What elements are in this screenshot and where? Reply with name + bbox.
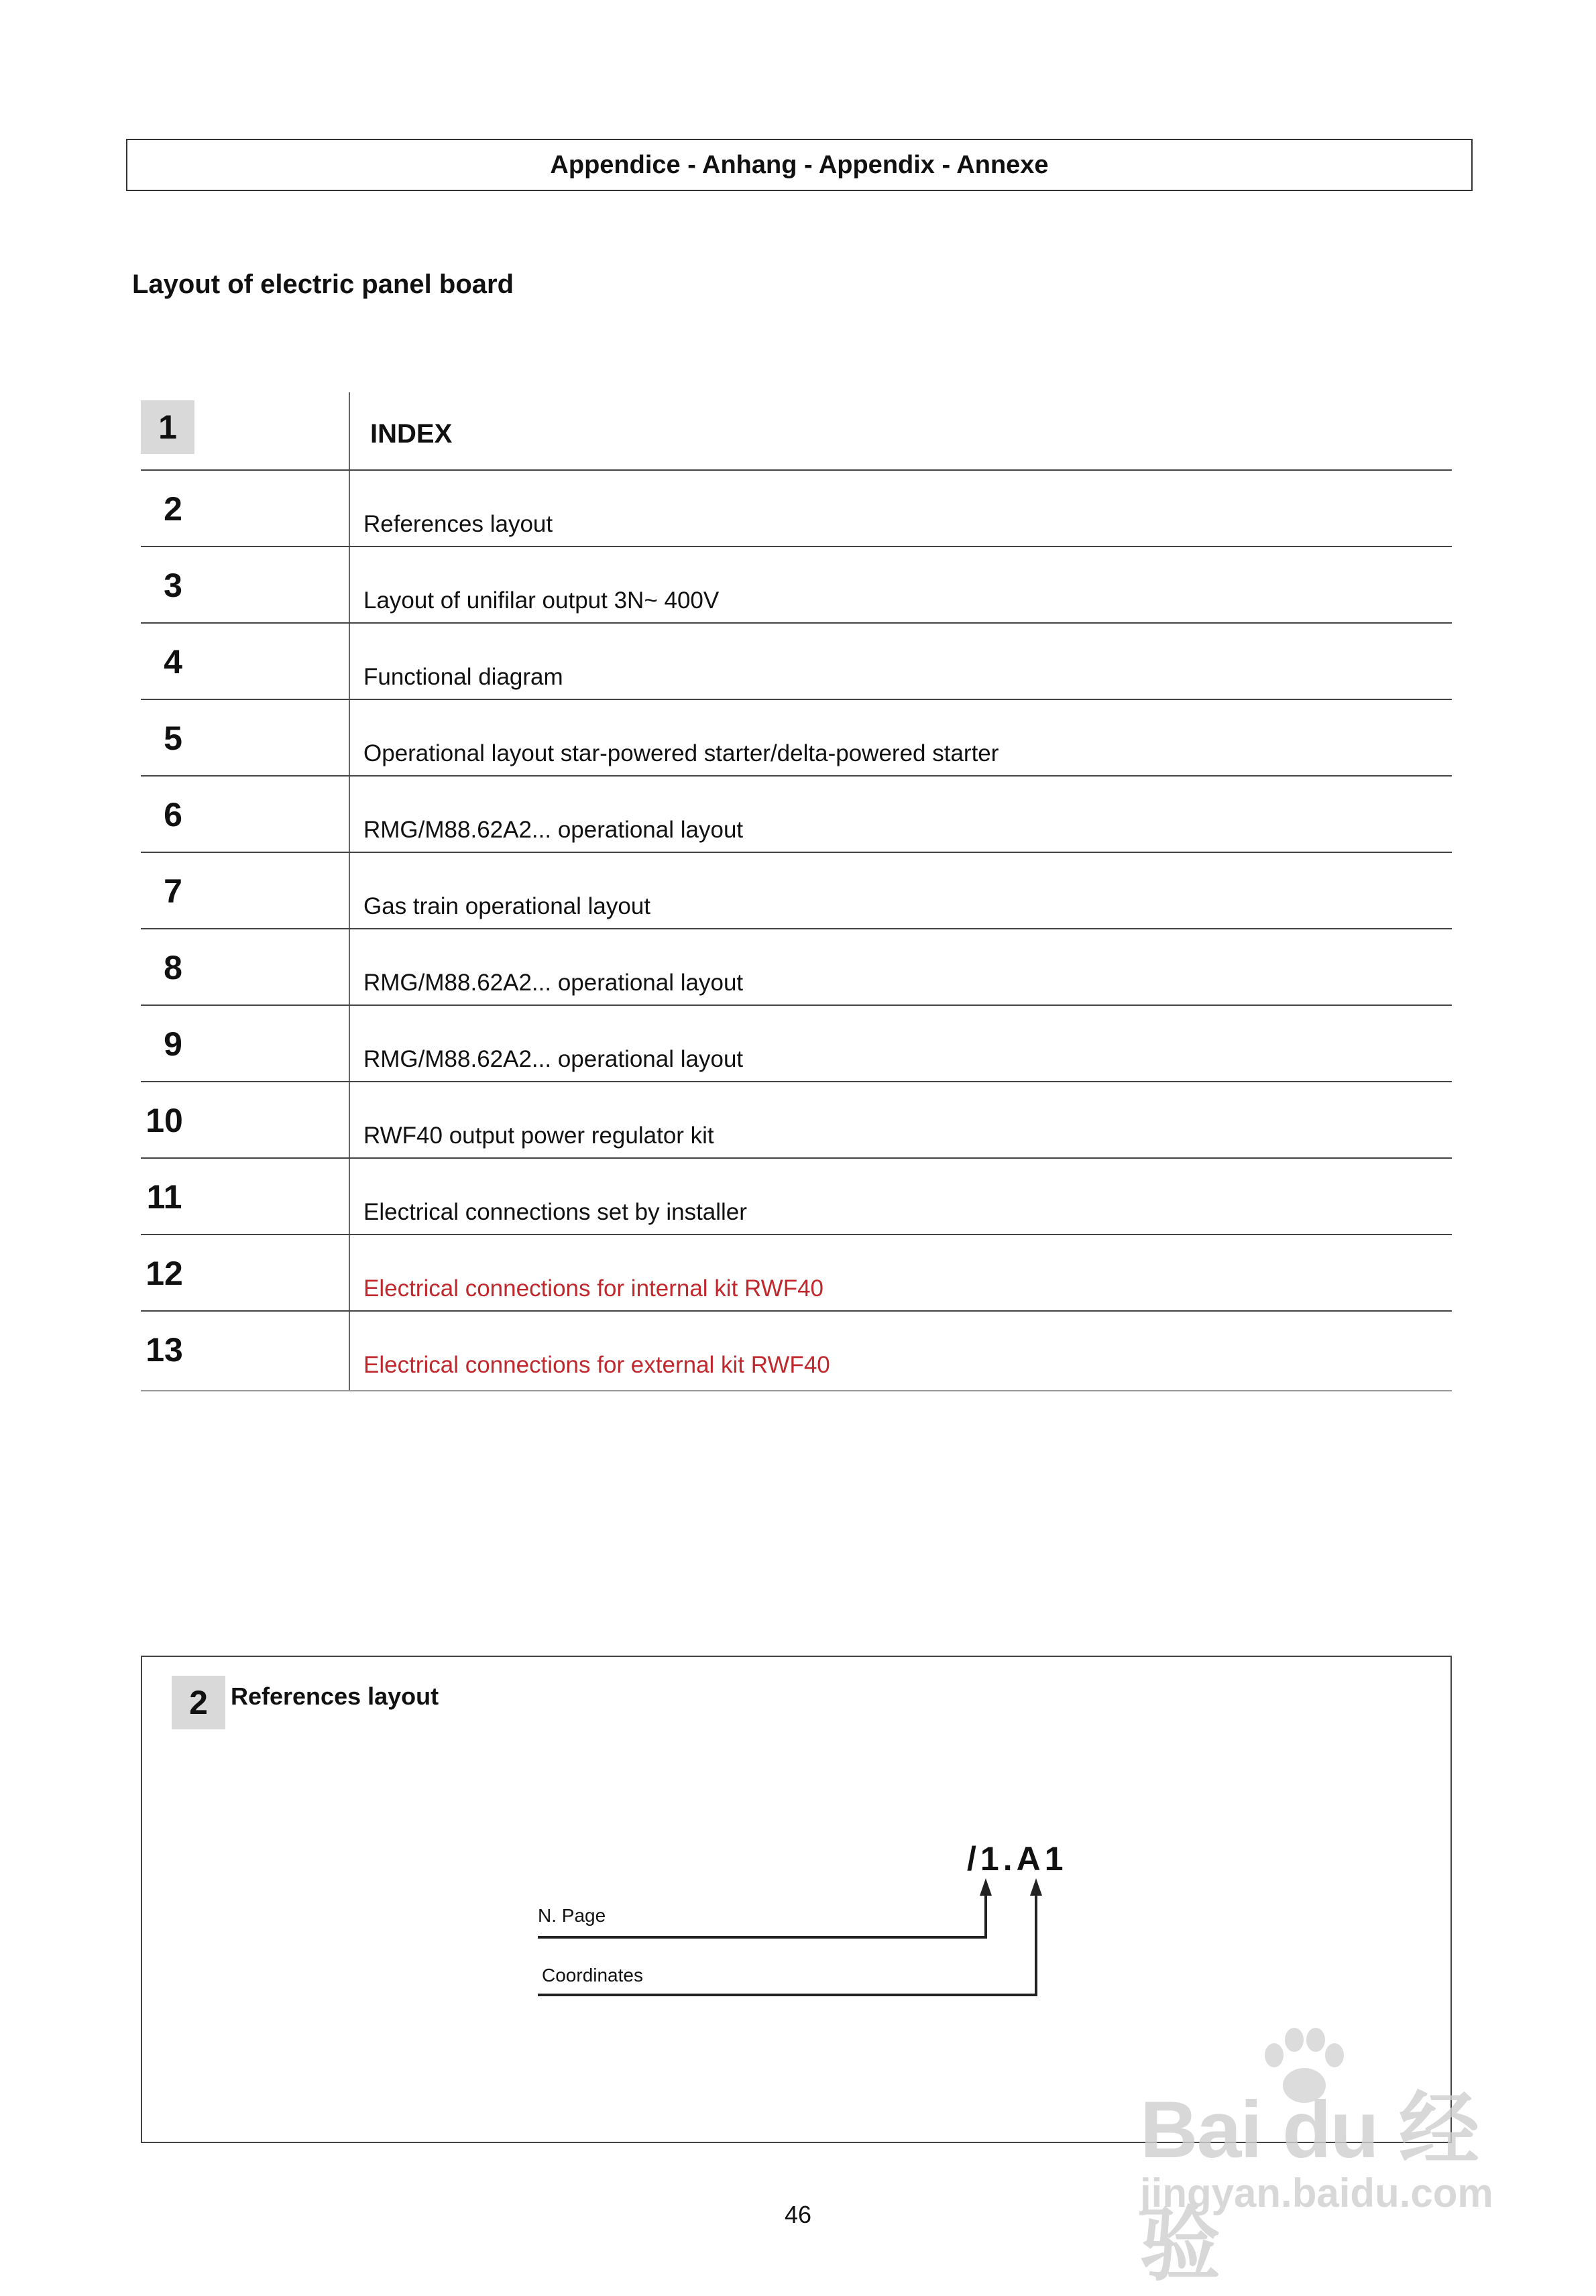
page-arrowhead xyxy=(980,1878,992,1896)
index-row-6 xyxy=(141,777,1452,853)
references-number: 2 xyxy=(172,1676,225,1729)
index-number: 1 xyxy=(141,400,194,454)
index-label: Gas train operational layout xyxy=(363,893,651,919)
index-row-2 xyxy=(141,471,1452,547)
index-number: 11 xyxy=(146,1178,182,1216)
index-row-8 xyxy=(141,929,1452,1006)
index-label: RMG/M88.62A2... operational layout xyxy=(363,817,744,843)
reference-code: /1.A1 xyxy=(967,1840,1068,1878)
index-label: Operational layout star-powered starter/delta-powered starter xyxy=(363,740,999,766)
index-number: 12 xyxy=(146,1255,183,1292)
index-number: 4 xyxy=(164,643,182,681)
index-heading: INDEX xyxy=(370,419,453,449)
row-divider xyxy=(141,1390,1452,1391)
index-row-11 xyxy=(141,1159,1452,1235)
appendix-header xyxy=(126,139,1473,191)
page-label: N. Page xyxy=(538,1905,606,1926)
coordinates-label: Coordinates xyxy=(542,1965,643,1986)
index-number: 9 xyxy=(164,1025,182,1063)
section-title: Layout of electric panel board xyxy=(132,270,514,299)
index-row-4 xyxy=(141,624,1452,700)
index-number: 6 xyxy=(164,796,182,834)
index-label: References layout xyxy=(363,511,553,537)
index-row-7 xyxy=(141,853,1452,929)
watermark-url: jingyan.baidu.com xyxy=(1140,2171,1493,2216)
index-number: 13 xyxy=(146,1331,183,1369)
baidu-watermark xyxy=(1133,2025,1509,2290)
page-pointer-line xyxy=(538,1892,986,1937)
index-number: 8 xyxy=(164,949,182,986)
index-label: RWF40 output power regulator kit xyxy=(363,1123,714,1149)
index-row-3 xyxy=(141,547,1452,624)
index-number: 10 xyxy=(146,1102,183,1139)
index-label: Electrical connections for external kit RWF40 xyxy=(363,1352,830,1378)
index-label: Electrical connections for internal kit RWF40 xyxy=(363,1275,824,1302)
index-number: 7 xyxy=(164,872,182,910)
coordinates-pointer-line xyxy=(538,1892,1036,1995)
index-row-13 xyxy=(141,1312,1452,1391)
index-row-5 xyxy=(141,700,1452,777)
coordinates-arrowhead xyxy=(1030,1878,1042,1896)
index-row-12 xyxy=(141,1235,1452,1312)
index-row-10 xyxy=(141,1082,1452,1159)
watermark-brand: Bai du 经验 xyxy=(1140,2085,1479,2290)
index-label: Layout of unifilar output 3N~ 400V xyxy=(363,587,720,614)
index-label: Functional diagram xyxy=(363,664,563,690)
index-row-1 xyxy=(141,392,1452,471)
index-number: 5 xyxy=(164,720,182,757)
index-label: Electrical connections set by installer xyxy=(363,1199,747,1225)
references-title: References layout xyxy=(231,1682,439,1710)
index-number: 2 xyxy=(164,490,182,528)
page-number: 46 xyxy=(785,2201,812,2228)
index-label: RMG/M88.62A2... operational layout xyxy=(363,1046,744,1072)
index-row-9 xyxy=(141,1006,1452,1082)
appendix-header-title: Appendice - Anhang - Appendix - Annexe xyxy=(550,150,1049,179)
index-number: 3 xyxy=(164,567,182,604)
index-label: RMG/M88.62A2... operational layout xyxy=(363,970,744,996)
